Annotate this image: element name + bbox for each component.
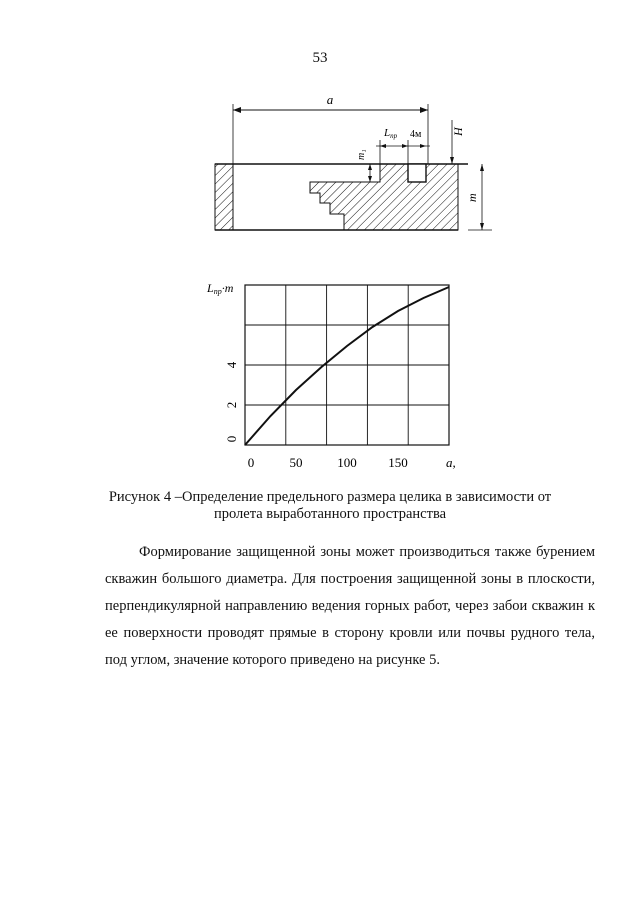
paragraph-line: Формирование защищенной зоны может производиться также бурением bbox=[139, 544, 595, 560]
paragraph-line: перпендикулярной направлению ведения горных работ, через забои скважин к bbox=[105, 598, 595, 614]
page-number: 53 bbox=[312, 50, 328, 66]
label-4m: 4м bbox=[410, 129, 422, 140]
label-H: H bbox=[451, 127, 465, 136]
pillar-box bbox=[408, 164, 426, 182]
caption-line-1: Рисунок 4 –Определение предельного размера целика в зависимости от bbox=[108, 489, 552, 505]
body-paragraph bbox=[105, 539, 595, 674]
caption-line-2: пролета выработанного пространства bbox=[213, 506, 447, 522]
label-m: m bbox=[465, 193, 479, 202]
series-line bbox=[245, 287, 449, 445]
figure-caption bbox=[60, 489, 600, 523]
x-axis-label: a, bbox=[446, 455, 456, 470]
x-tick-label: 150 bbox=[388, 455, 408, 470]
label-m1: m₁ bbox=[356, 149, 367, 160]
y-tick-label: 2 bbox=[224, 401, 239, 409]
x-tick-label: 0 bbox=[247, 455, 255, 470]
y-tick-label: 4 bbox=[224, 361, 239, 369]
paragraph-line: скважин большого диаметра. Для построения защищенной зоны в плоскости, bbox=[105, 571, 595, 587]
label-lpr: Lпр bbox=[384, 127, 398, 140]
paragraph-line: ее поверхности проводят прямые в сторону кровли или почвы рудного тела, bbox=[105, 625, 595, 641]
y-axis-label: Lпр·m bbox=[207, 281, 234, 296]
paragraph-line: под углом, значение которого приведено на рисунке 5. bbox=[105, 652, 440, 668]
y-tick-label: 0 bbox=[224, 435, 239, 443]
label-span-a: a bbox=[326, 92, 334, 107]
x-tick-label: 100 bbox=[337, 455, 357, 470]
rock-mass-hatch bbox=[310, 164, 458, 230]
x-tick-label: 50 bbox=[289, 455, 303, 470]
left-wall-hatch bbox=[215, 164, 233, 230]
chart bbox=[206, 281, 456, 470]
